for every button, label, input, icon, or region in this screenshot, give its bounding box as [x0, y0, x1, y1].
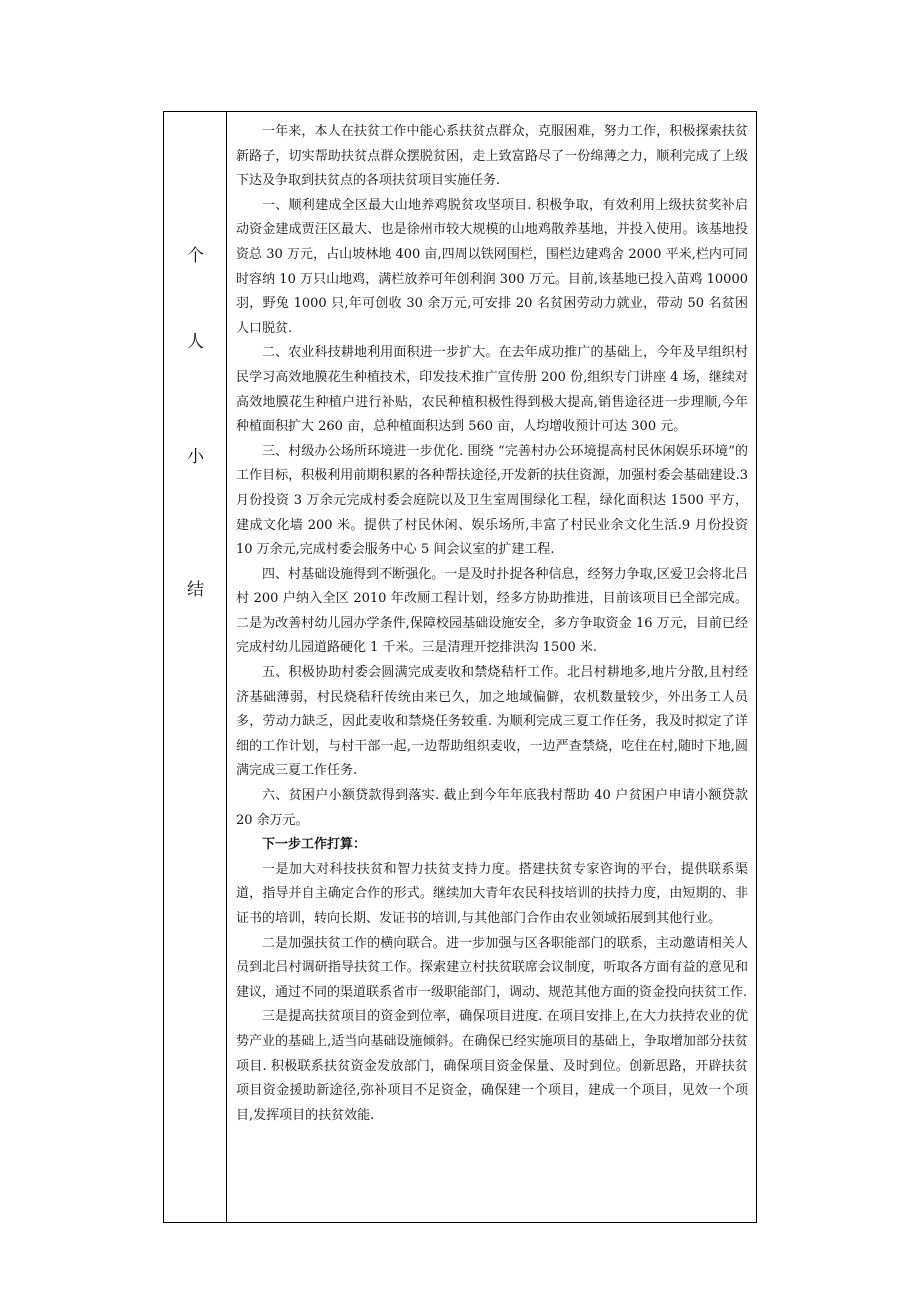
- paragraph: 三是提高扶贫项目的资金到位率，确保项目进度. 在项目安排上,在大力扶持农业的优势产业的基础上,适当向基础设施倾斜。在确保已经实施项目的基础上，争取增加部分扶贫项目. 积极联系扶贫资金发放部门，确保项目资金保量、及时到位。创新思路，开辟扶贫项目资金援助新途径,弥补项目不足资金，确保建一个项目，建成一个项目，见效一个项目,发挥项目的扶贫效能.: [236, 1009, 748, 1123]
- label-char: 小: [187, 447, 204, 467]
- label-column: [164, 112, 227, 1222]
- paragraph: 一年来，本人在扶贫工作中能心系扶贫点群众，克服困难，努力工作，积极探索扶贫新路子，切实帮助扶贫点群众摆脱贫困，走上致富路尽了一份绵薄之力，顺利完成了上级下达及争取到扶贫点的各项扶贫项目实施任务.: [236, 124, 748, 189]
- label-char: 个: [187, 246, 204, 266]
- paragraph: 五、积极协助村委会圆满完成麦收和禁烧秸杆工作。北吕村耕地多,地片分散,且村经济基础薄弱，村民烧秸秆传统由来已久，加之地域偏僻，农机数量较少，外出务工人员多，劳动力缺乏，因此麦收和禁烧任务较重. 为顺利完成三夏工作任务，我及时拟定了详细的工作计划，与村干部一起,一边帮助组织麦收，一边严查禁烧，吃住在村,随时下地,圆满完成三夏工作任务.: [236, 665, 748, 779]
- paragraph: 一是加大对科技扶贫和智力扶贫支持力度。搭建扶贫专家咨询的平台，提供联系渠道，指导并自主确定合作的形式。继续加大青年农民科技培训的扶持力度，由短期的、非证书的培训，转向长期、发证书的培训,与其他部门合作由农业领域拓展到其他行业。: [236, 861, 748, 926]
- paragraph: 一、顺利建成全区最大山地养鸡脱贫攻坚项目. 积极争取，有效利用上级扶贫奖补启动资金建成贾汪区最大、也是徐州市较大规模的山地鸡散养基地，并投入使用。该基地投资总 30 万元，占山坡林地 400 亩,四周以铁网围栏，围栏边建鸡舍 2000 平米,栏内可同时容纳 10 万只山地鸡，满栏放养可年创利润 300 万元。目前,该基地已投入苗鸡 10000 羽，野兔 1000 只,年可创收 30 余万元,可安排 20 名贫困劳动力就业，带动 50 名贫困人口脱贫.: [236, 197, 748, 336]
- next-steps-heading: 下一步工作打算：: [262, 837, 367, 853]
- paragraph: 三、村级办公场所环境进一步优化. 围绕 “完善村办公环境提高村民休闲娱乐环境”的工作目标，积极利用前期积累的各种帮扶途径,开发新的扶住资源，加强村委会基础建设.3 月份投资 3 万余元完成村委会庭院以及卫生室周围绿化工程，绿化面积达 1500 平方，建成文化墙 200 米。提供了村民休闲、娱乐场所,丰富了村民业余文化生活.9 月份投资 10 万余元,完成村委会服务中心 5 间会议室的扩建工程.: [236, 443, 748, 558]
- label-char: 人: [187, 332, 204, 352]
- summary-content: [236, 120, 748, 1128]
- paragraph: 六、贫困户小额贷款得到落实. 截止到今年年底我村帮助 40 户贫困户申请小额贷款 20 余万元。: [236, 788, 748, 828]
- label-char: 结: [187, 580, 204, 600]
- paragraph: 四、村基础设施得到不断强化。一是及时扑捉各种信息，经努力争取,区爱卫会将北吕村 200 户纳入全区 2010 年改厕工程计划，经多方协助推进，目前该项目已全部完成。二是为改善村幼儿园办学条件,保障校园基础设施安全，多方争取资金 16 万元，目前已经完成村幼儿园道路硬化 1 千米。三是清理开挖排洪沟 1500 米.: [236, 566, 748, 656]
- paragraph: 二是加强扶贫工作的横向联合。进一步加强与区各职能部门的联系，主动邀请相关人员到北吕村调研指导扶贫工作。探索建立村扶贫联席会议制度，听取各方面有益的意见和建议，通过不同的渠道联系省市一级职能部门，调动、规范其他方面的资金投向扶贫工作.: [236, 935, 748, 1000]
- paragraph: 二、农业科技耕地利用面积进一步扩大。在去年成功推广的基础上，今年及早组织村民学习高效地膜花生种植技术，印发技术推广宣传册 200 份,组织专门讲座 4 场，继续对高效地膜花生种植户进行补贴，农民种植积极性得到极大提高,销售途径进一步理顺,今年种植面积扩大 260 亩，总种植面积达到 560 亩，人均增收预计可达 300 元。: [236, 345, 748, 435]
- summary-form-table: [163, 111, 757, 1223]
